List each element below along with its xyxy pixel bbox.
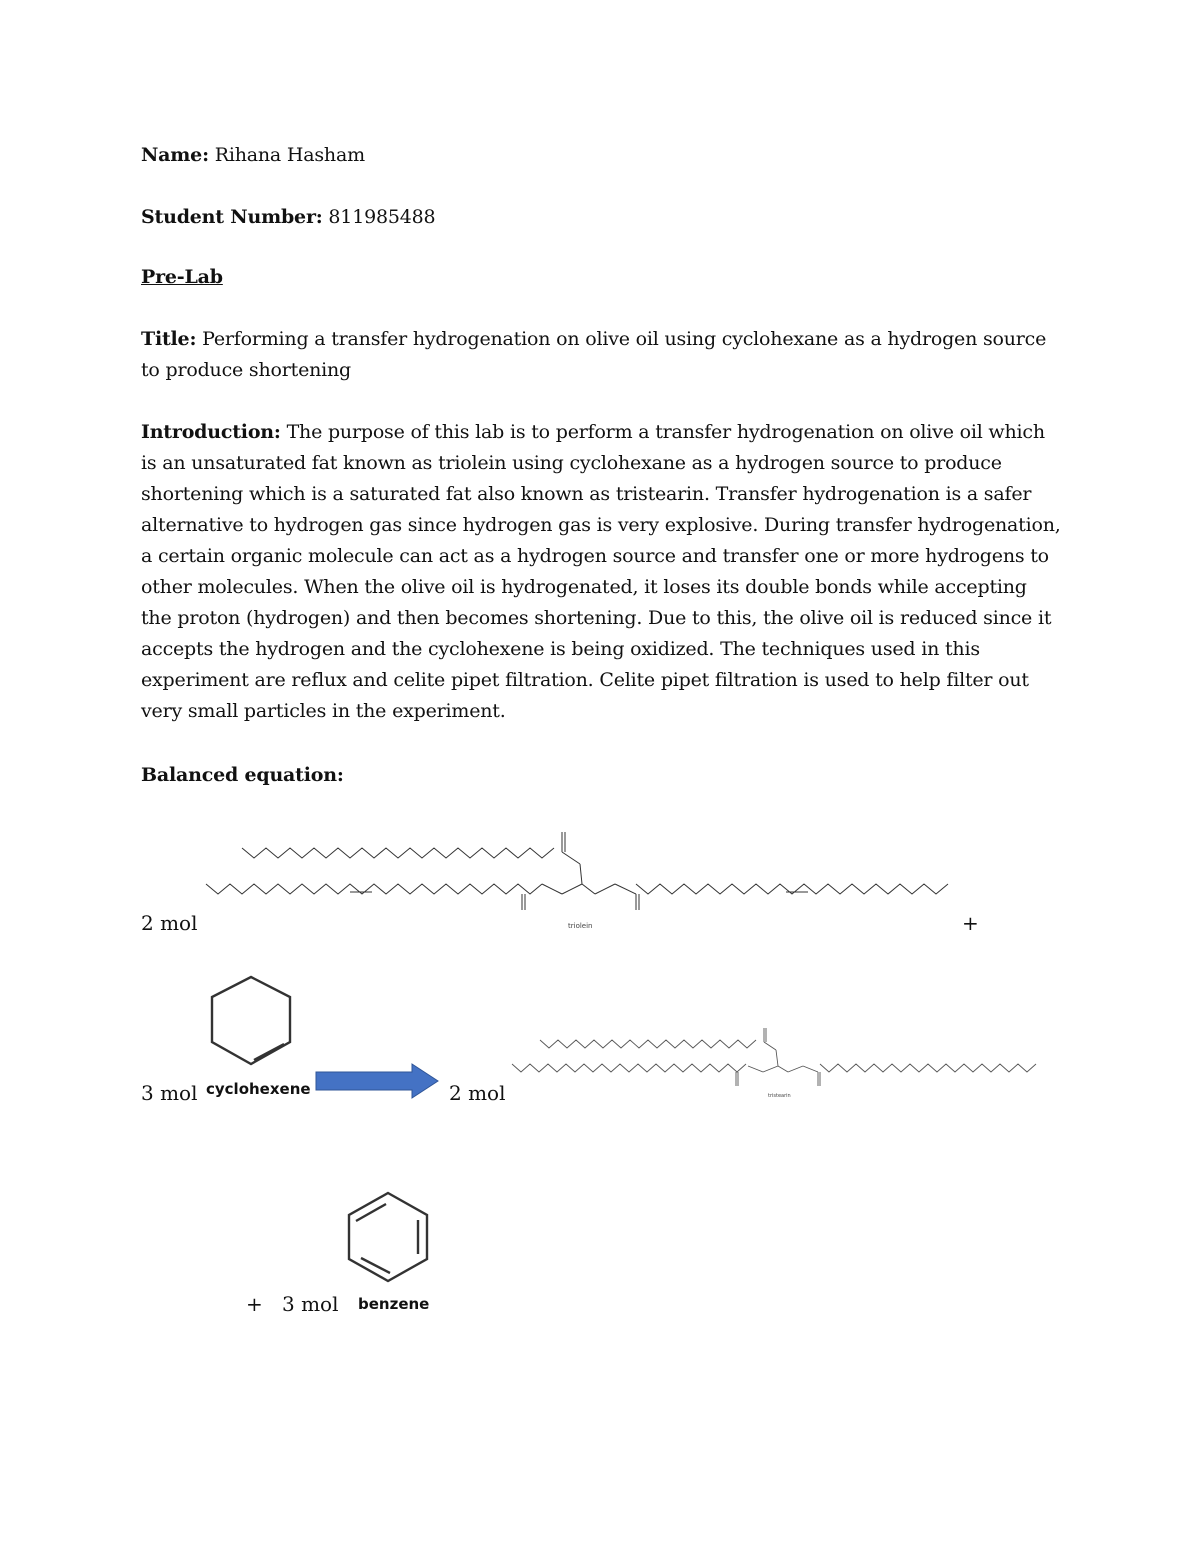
benzene-structure — [338, 1188, 438, 1288]
benzene-label: benzene — [358, 1295, 430, 1313]
plus-sign-2: + — [246, 1292, 263, 1316]
title-text: Performing a transfer hydrogenation on olive oil using cyclohexane as a hydrogen source to produce shortening — [141, 328, 1047, 381]
student-number-label: Student Number: — [141, 206, 323, 228]
equation-heading — [141, 760, 344, 791]
cyclohexene-structure — [200, 972, 300, 1072]
cyclohexene-label: cyclohexene — [206, 1080, 311, 1098]
plus-sign-1: + — [962, 911, 979, 935]
triolein-caption: triolein — [568, 922, 593, 930]
triolein-structure — [200, 822, 960, 932]
tristearin-caption: tristearin — [768, 1093, 791, 1099]
tristearin-coefficient: 2 mol — [449, 1081, 506, 1105]
section-heading — [141, 262, 223, 293]
name-value: Rihana Hasham — [214, 144, 365, 166]
reaction-arrow-icon — [314, 1062, 444, 1102]
pre-lab-heading: Pre-Lab — [141, 266, 223, 288]
tristearin-structure — [508, 1020, 1048, 1100]
introduction-paragraph — [141, 417, 1061, 727]
cyclohexene-coefficient: 3 mol — [141, 1081, 198, 1105]
title-paragraph — [141, 324, 1061, 386]
title-label: Title: — [141, 328, 197, 350]
introduction-label: Introduction: — [141, 421, 281, 443]
name-label: Name: — [141, 144, 209, 166]
student-number-value: 811985488 — [328, 206, 436, 228]
triolein-coefficient: 2 mol — [141, 911, 198, 935]
name-line — [141, 140, 365, 171]
introduction-text: The purpose of this lab is to perform a transfer hydrogenation on olive oil which is an unsaturated fat known as triolein using cyclohexane as a hydrogen source to produce shortening which is a saturated fat also known as tristearin. Transfer hydrogenation is a safer alternative to hydrogen gas since hydrogen gas is very explosive. During transfer hydrogenation, a certain organic molecule can act as a hydrogen source and transfer one or more hydrogens to other molecules. When the olive oil is hydrogenated, it loses its double bonds while accepting the proton (hydrogen) and then becomes shortening. Due to this, the olive oil is reduced since it accepts the hydrogen and the cyclohexene is being oxidized. The techniques used in this experiment are reflux and celite pipet filtration. Celite pipet filtration is used to help filter out very small particles in the experiment. — [141, 421, 1061, 722]
equation-label: Balanced equation: — [141, 764, 344, 786]
benzene-coefficient: 3 mol — [282, 1292, 339, 1316]
student-number-line — [141, 202, 435, 233]
